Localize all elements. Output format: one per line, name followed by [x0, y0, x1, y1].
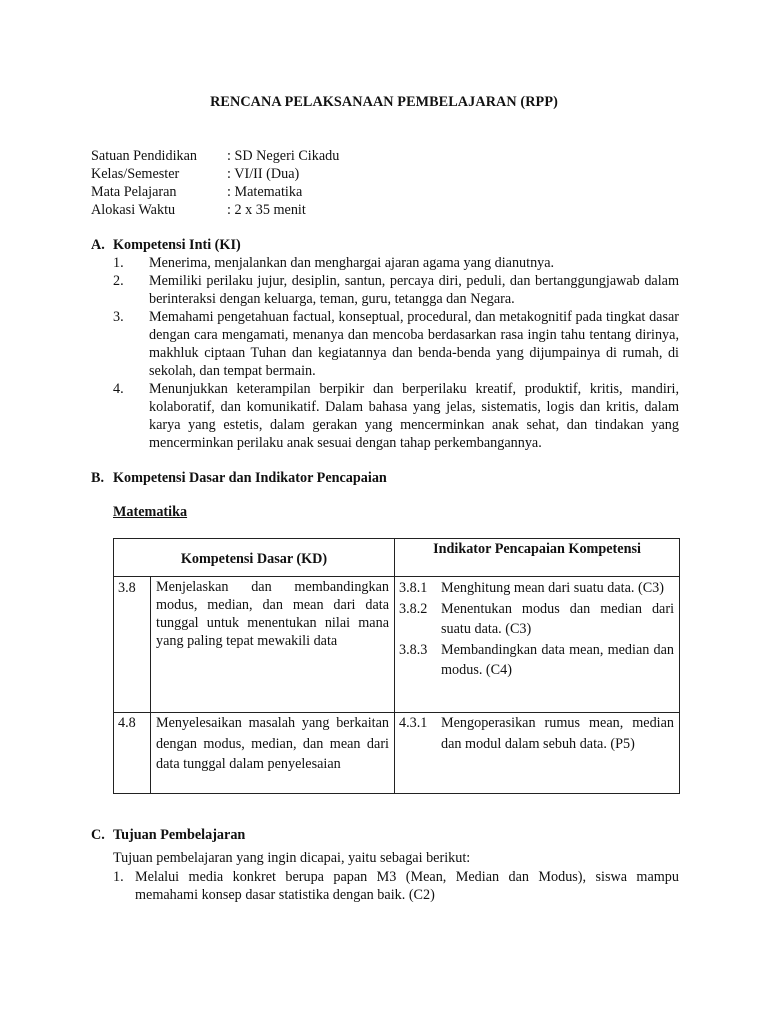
header-kd: Kompetensi Dasar (KD) [114, 539, 395, 577]
list-number: 3. [113, 309, 124, 325]
identity-label: Mata Pelajaran [91, 184, 177, 200]
identity-row-time [91, 201, 339, 219]
list-item [113, 380, 679, 452]
list-text: Melalui media konkret berupa papan M3 (Mean, Median dan Modus), siswa mampu memahami konsep dasar statistika dengan baik. (C2) [135, 869, 679, 903]
identity-row-class [91, 165, 339, 183]
identity-value: : 2 x 35 menit [227, 202, 306, 218]
indicator-text: Mengoperasikan rumus mean, median dan modul dalam sebuh data. (P5) [441, 715, 675, 752]
table-row [114, 713, 680, 794]
indicator-text: Membandingkan data mean, median dan modus. (C4) [441, 641, 675, 678]
section-letter: C. [91, 827, 105, 843]
objectives-intro: Tujuan pembelajaran yang ingin dicapai, yaitu sebagai berikut: [113, 850, 471, 866]
list-item [113, 272, 679, 308]
section-c-heading [91, 826, 245, 844]
list-item [113, 254, 679, 272]
objectives-list [113, 868, 679, 904]
indicator-item [399, 599, 674, 640]
indicator-cell [395, 577, 680, 713]
kd-text: Menjelaskan dan membandingkan modus, median, dan mean dari data tunggal untuk menentukan nilai mana yang paling tepat mewakili data [151, 577, 395, 713]
list-text: Memiliki perilaku jujur, desiplin, santun, percaya diri, peduli, dan bertanggungjawab dalam berinteraksi dengan keluarga, teman, guru, tetangga dan Negara. [149, 273, 679, 307]
subject-subheading: Matematika [113, 504, 188, 520]
indicator-text: Menghitung mean dari suatu data. (C3) [441, 580, 665, 596]
list-text: Memahami pengetahuan factual, konseptual, procedural, dan metakognitif pada tingkat dasar dengan cara mengamati, menanya dan mencoba berdasarkan rasa ingin tahu tentang dirinya, makhluk ciptaan Tuhan dan kegiatannya dan benda-benda yang dijumpainya di rumah, di sekolah, dan tempat bermain. [149, 309, 679, 379]
kd-text: Menyelesaikan masalah yang berkaitan dengan modus, median, dan mean dari data tunggal dalam penyelesaian [151, 713, 395, 794]
identity-value: : SD Negeri Cikadu [227, 148, 340, 164]
section-letter: A. [91, 237, 105, 253]
list-text: Menerima, menjalankan dan menghargai ajaran agama yang dianutnya. [149, 255, 555, 271]
identity-value: : VI/II (Dua) [227, 166, 300, 182]
header-indicator: Indikator Pencapaian Kompetensi [395, 539, 680, 577]
identity-label: Alokasi Waktu [91, 202, 176, 218]
list-number: 2. [113, 273, 124, 289]
list-number: 4. [113, 381, 124, 397]
kd-code: 4.8 [114, 713, 151, 794]
identity-label: Kelas/Semester [91, 166, 180, 182]
ki-list [113, 254, 679, 452]
table-header-row [114, 539, 680, 577]
section-title: Kompetensi Inti (KI) [113, 237, 241, 253]
section-b-heading [91, 469, 387, 487]
section-title: Tujuan Pembelajaran [113, 827, 246, 843]
section-a-heading [91, 236, 241, 254]
indicator-code: 4.3.1 [399, 715, 428, 731]
identity-block [91, 147, 339, 219]
document-title: RENCANA PELAKSANAAN PEMBELAJARAN (RPP) [210, 94, 558, 110]
indicator-cell [395, 713, 680, 794]
list-number: 1. [113, 869, 124, 885]
indicator-code: 3.8.2 [399, 600, 428, 617]
section-letter: B. [91, 470, 105, 486]
table-row [114, 577, 680, 713]
indicator-item [399, 640, 674, 681]
indicator-item [399, 578, 674, 599]
indicator-code: 3.8.1 [399, 580, 428, 596]
identity-row-school [91, 147, 339, 165]
section-title: Kompetensi Dasar dan Indikator Pencapaian [113, 470, 387, 486]
indicator-item [399, 713, 674, 754]
list-item [113, 308, 679, 380]
identity-value: : Matematika [227, 184, 303, 200]
list-number: 1. [113, 255, 124, 271]
competency-table [113, 538, 680, 794]
identity-row-subject [91, 183, 339, 201]
list-text: Menunjukkan keterampilan berpikir dan berperilaku kreatif, produktif, kritis, mandiri, kolaboratif, dan komunikatif. Dalam bahasa yang jelas, sistematis, logis dan kritis, dalam karya yang estetis, dalam gerakan yang mencerminkan anak sehat, dan tindakan yang mencerminkan perilaku anak sesuai dengan tahap perkembangannya. [149, 381, 679, 451]
indicator-text: Menentukan modus dan median dari suatu data. (C3) [441, 600, 675, 637]
kd-code: 3.8 [114, 577, 151, 713]
list-item [113, 868, 679, 904]
identity-label: Satuan Pendidikan [91, 148, 197, 164]
indicator-code: 3.8.3 [399, 641, 428, 658]
